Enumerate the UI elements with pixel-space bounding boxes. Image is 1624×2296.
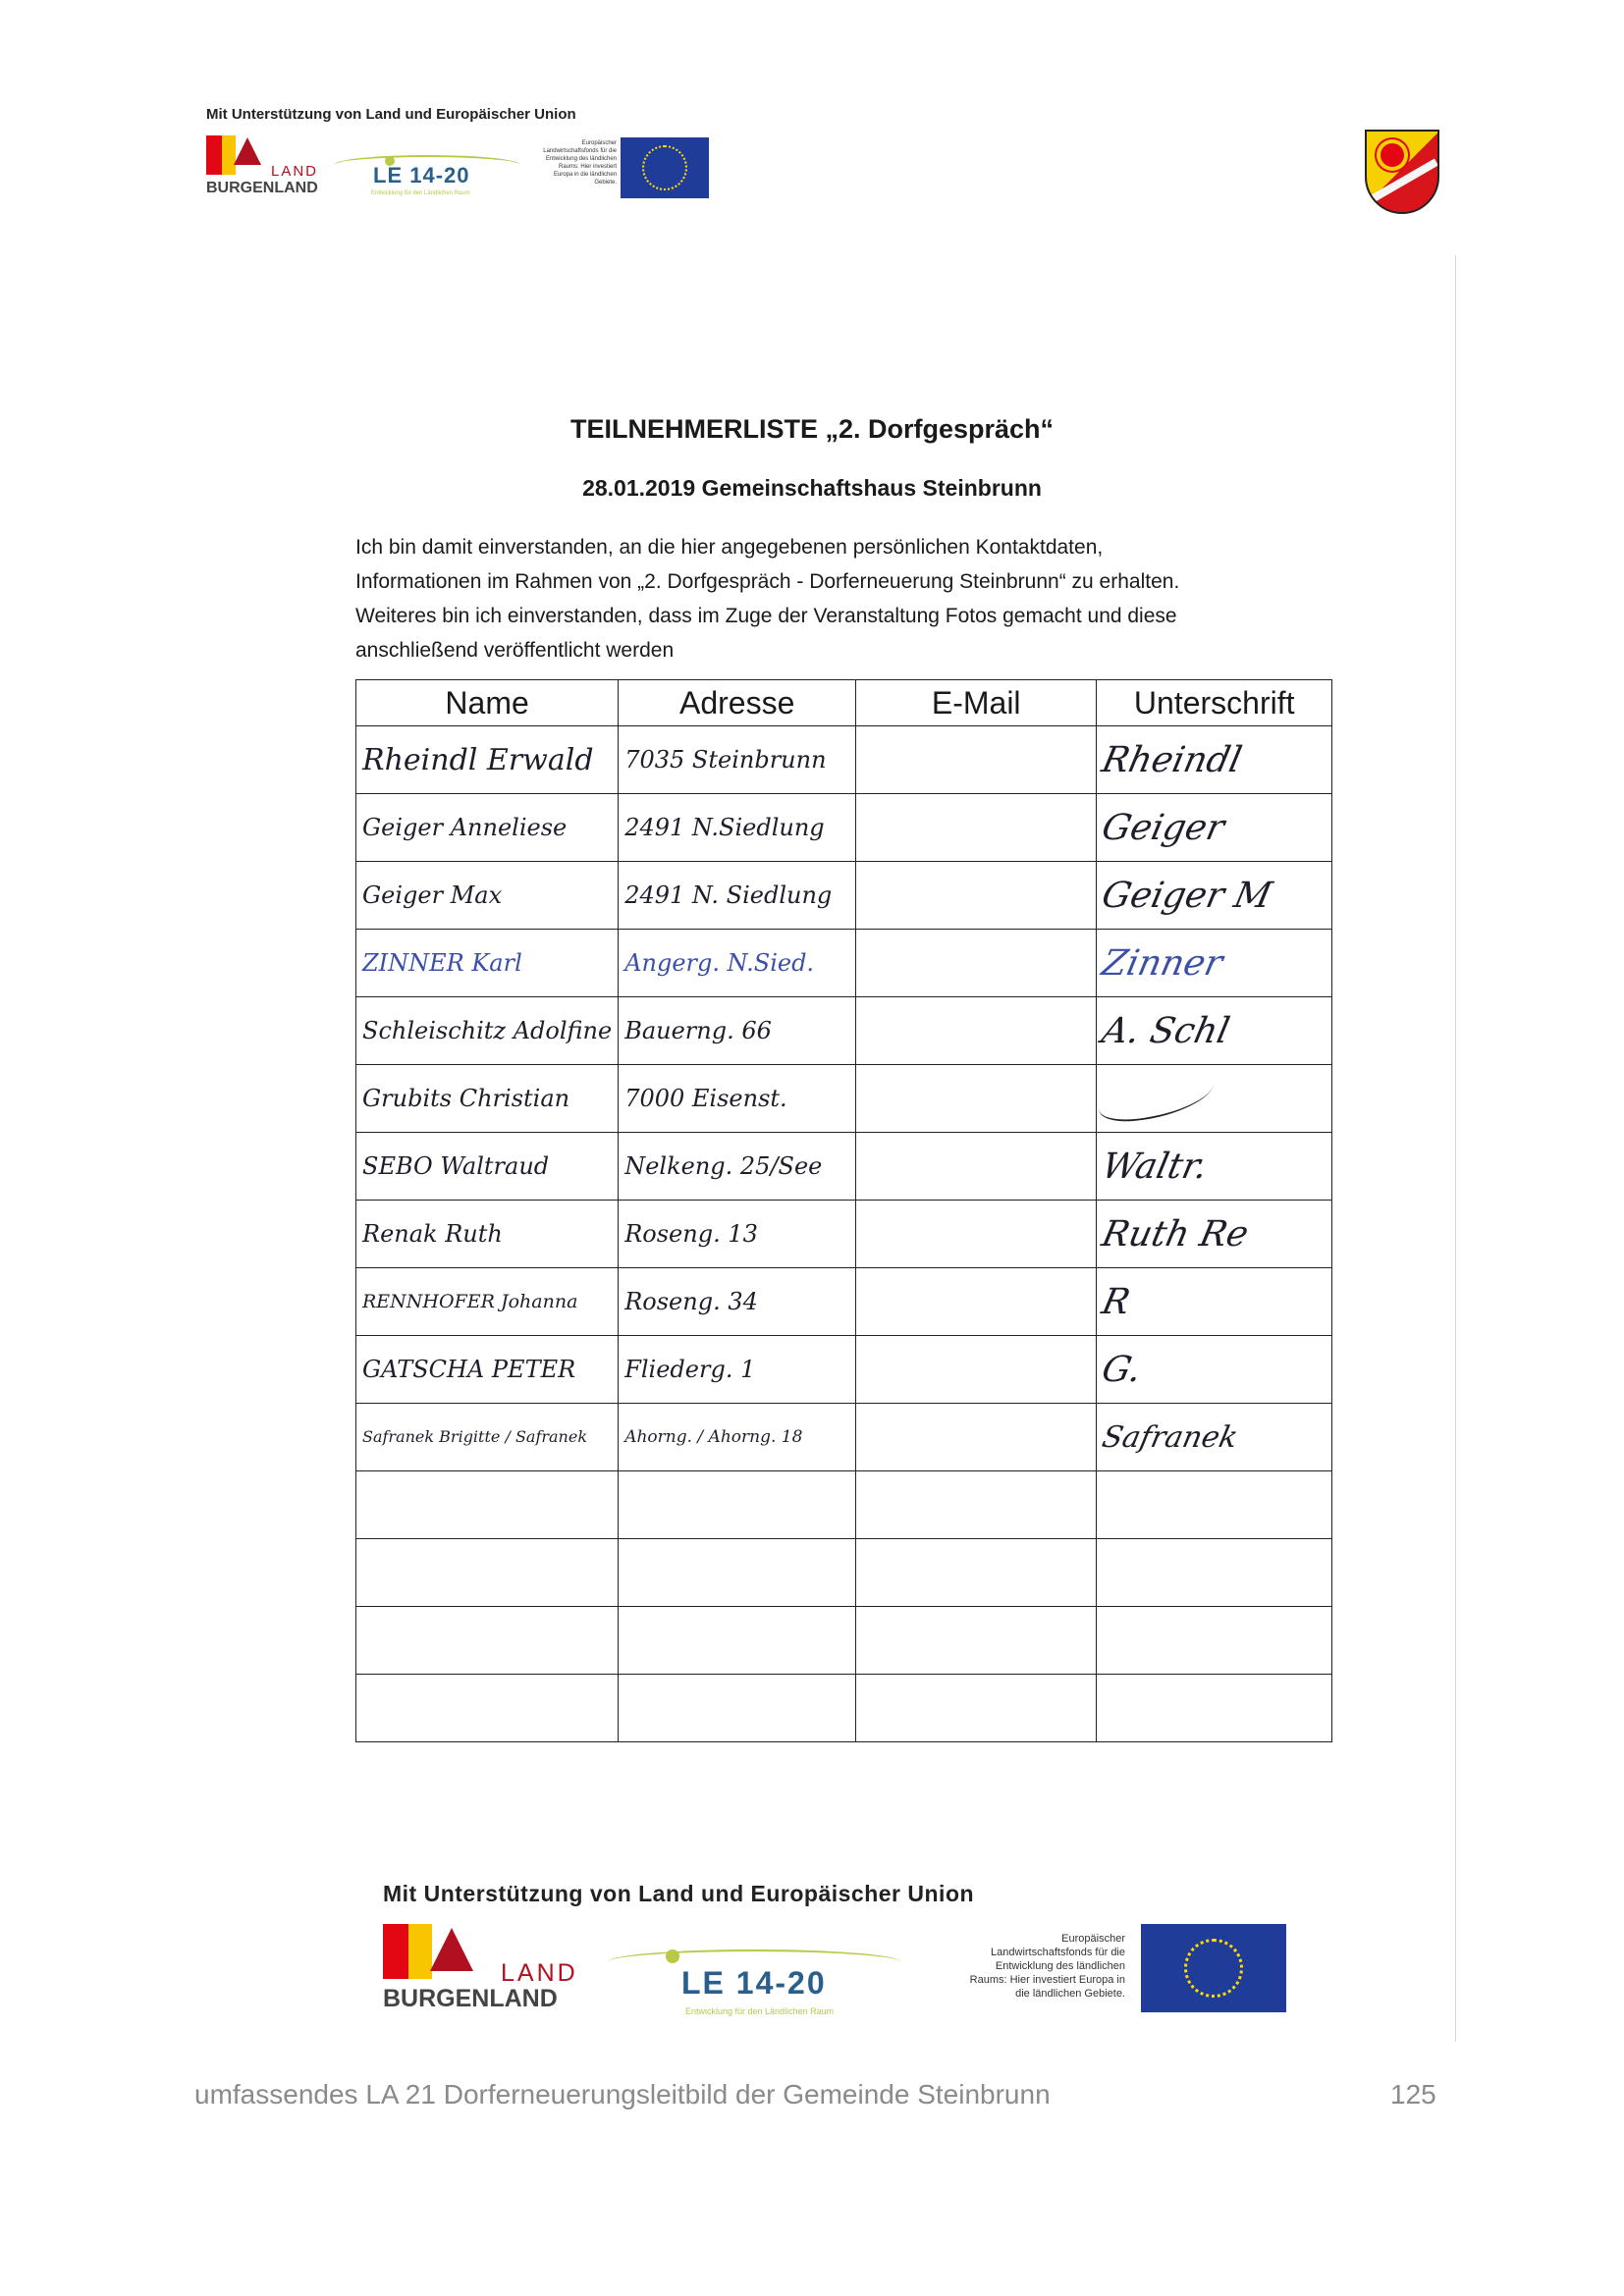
wave-icon	[1370, 159, 1438, 203]
table-row	[356, 1471, 1332, 1539]
cell-address	[619, 794, 856, 862]
cell-name	[356, 726, 619, 794]
header-support-text: Mit Unterstützung von Land und Europäischer Union	[206, 106, 576, 123]
table-row	[356, 1675, 1332, 1742]
table-header-row	[356, 680, 1332, 726]
le-logo-subtext: Entwicklung für den Ländlichen Raum	[685, 2006, 835, 2016]
cell-email	[856, 1133, 1097, 1201]
cell-email	[856, 1201, 1097, 1268]
cell-signature	[1097, 1201, 1332, 1268]
cell-name	[356, 1201, 619, 1268]
consent-line: Ich bin damit einverstanden, an die hier angegebenen persönlichen Kontaktdaten,	[355, 536, 1104, 559]
cell-email	[856, 997, 1097, 1065]
cell-name	[356, 1268, 619, 1336]
cell-signature	[1097, 1336, 1332, 1404]
handwritten-name: Schleischitz Adolfine	[362, 1017, 613, 1044]
table-row	[356, 1268, 1332, 1336]
handwritten-signature: Zinner	[1098, 942, 1226, 984]
handwritten-address: 7000 Eisenst.	[624, 1085, 787, 1112]
cell-email	[856, 794, 1097, 862]
column-header-name: Name	[356, 680, 619, 726]
handwritten-address: 7035 Steinbrunn	[624, 746, 827, 774]
cell-email	[856, 1336, 1097, 1404]
handwritten-address: Fliederg. 1	[624, 1356, 756, 1383]
cell-address	[619, 1201, 856, 1268]
logo-land-text: LAND	[271, 163, 319, 180]
handwritten-address: Ahorng. / Ahorng. 18	[624, 1427, 803, 1447]
coat-shield	[1365, 130, 1439, 214]
le-logo-text: LE 14-20	[373, 163, 470, 187]
cell-address	[619, 1268, 856, 1336]
eu-fund-text: Europäischer Landwirtschaftsfonds für die Entwicklung des ländlichen Raums: Hier investiert Europa in die ländlichen Gebiete.	[969, 1933, 1125, 2000]
table-row	[356, 930, 1332, 997]
signature-scribble-icon	[1097, 1066, 1218, 1126]
le-logo-text: LE 14-20	[681, 1965, 827, 2001]
burgenland-logo-large	[383, 1924, 589, 2014]
eagle-icon	[234, 137, 261, 165]
handwritten-signature: Safranek	[1099, 1419, 1241, 1455]
cell-email	[856, 1607, 1097, 1675]
cell-address	[619, 726, 856, 794]
cell-signature	[1097, 1539, 1332, 1607]
eu-stars-icon	[1184, 1939, 1243, 1998]
cell-address	[619, 1675, 856, 1742]
handwritten-name: Rheindl Erwald	[362, 742, 594, 777]
logo-burgenland-text: BURGENLAND	[206, 180, 318, 196]
cell-signature	[1097, 1133, 1332, 1201]
handwritten-name: ZINNER Karl	[362, 949, 522, 977]
handwritten-name: Renak Ruth	[362, 1220, 503, 1248]
cell-name	[356, 1133, 619, 1201]
cell-address	[619, 862, 856, 930]
cell-name	[356, 997, 619, 1065]
page-number: 125	[1390, 2079, 1436, 2109]
cell-signature	[1097, 997, 1332, 1065]
handwritten-name: RENNHOFER Johanna	[362, 1291, 578, 1312]
cell-signature	[1097, 726, 1332, 794]
cell-email	[856, 1675, 1097, 1742]
handwritten-name: Safranek Brigitte / Safranek	[362, 1427, 588, 1446]
le-14-20-logo	[334, 147, 530, 206]
cell-email	[856, 862, 1097, 930]
burgenland-flag-red	[383, 1924, 408, 1979]
cell-email	[856, 1065, 1097, 1133]
cell-email	[856, 726, 1097, 794]
document-subtitle: 28.01.2019 Gemeinschaftshaus Steinbrunn	[582, 475, 1042, 501]
handwritten-signature: Waltr.	[1098, 1146, 1212, 1187]
table-row	[356, 1065, 1332, 1133]
consent-statement	[355, 530, 1337, 667]
cell-name	[356, 794, 619, 862]
handwritten-address: 2491 N. Siedlung	[624, 881, 833, 909]
cell-signature	[1097, 1065, 1332, 1133]
cell-address	[619, 1539, 856, 1607]
handwritten-name: Geiger Max	[362, 881, 503, 909]
cell-address	[619, 1607, 856, 1675]
le-dot-icon	[666, 1949, 679, 1963]
eagle-icon	[430, 1928, 473, 1971]
table-row	[356, 726, 1332, 794]
logo-land-text: LAND	[501, 1959, 578, 1987]
column-header-signature: Unterschrift	[1097, 680, 1332, 726]
cell-address	[619, 1336, 856, 1404]
cell-name	[356, 1539, 619, 1607]
handwritten-signature: Ruth Re	[1098, 1213, 1253, 1255]
burgenland-logo	[206, 135, 324, 200]
handwritten-address: Roseng. 13	[624, 1220, 758, 1248]
handwritten-signature: R	[1098, 1281, 1134, 1322]
cell-signature	[1097, 930, 1332, 997]
handwritten-address: Angerg. N.Sied.	[624, 949, 815, 977]
eu-flag-icon	[1141, 1924, 1286, 2012]
consent-line: Informationen im Rahmen von „2. Dorfgespräch - Dorferneuerung Steinbrunn“ zu erhalten.	[355, 570, 1180, 593]
handwritten-name: Geiger Anneliese	[362, 814, 568, 841]
eu-fund-text: Europäischer Landwirtschaftsfonds für die Entwicklung des ländlichen Raums: Hier investiert Europa in die ländlichen Gebiete.	[543, 140, 617, 186]
handwritten-name: GATSCHA PETER	[362, 1356, 576, 1383]
cell-address	[619, 997, 856, 1065]
table-row	[356, 997, 1332, 1065]
table-row	[356, 1539, 1332, 1607]
table-row	[356, 1201, 1332, 1268]
eu-stars-icon	[642, 145, 687, 190]
cell-address	[619, 930, 856, 997]
cell-signature	[1097, 862, 1332, 930]
handwritten-name: SEBO Waltraud	[362, 1152, 550, 1180]
handwritten-signature: A. Schl	[1098, 1010, 1233, 1051]
handwritten-address: 2491 N.Siedlung	[624, 814, 825, 841]
column-header-address: Adresse	[619, 680, 856, 726]
table-row	[356, 1336, 1332, 1404]
table-row	[356, 1404, 1332, 1471]
sun-icon	[1380, 143, 1404, 167]
cell-email	[856, 1471, 1097, 1539]
cell-address	[619, 1471, 856, 1539]
handwritten-address: Bauerng. 66	[624, 1017, 772, 1044]
handwritten-signature: Geiger M	[1098, 875, 1276, 916]
cell-name	[356, 862, 619, 930]
cell-address	[619, 1404, 856, 1471]
handwritten-signature: Geiger	[1098, 807, 1228, 848]
cell-address	[619, 1065, 856, 1133]
column-header-email: E-Mail	[856, 680, 1097, 726]
consent-line: anschließend veröffentlicht werden	[355, 639, 675, 662]
cell-address	[619, 1133, 856, 1201]
cell-name	[356, 1607, 619, 1675]
cell-name	[356, 930, 619, 997]
cell-name	[356, 1336, 619, 1404]
cell-name	[356, 1065, 619, 1133]
steinbrunn-coat-of-arms-icon	[1365, 130, 1439, 214]
cell-email	[856, 1268, 1097, 1336]
table-row	[356, 862, 1332, 930]
cell-name	[356, 1471, 619, 1539]
logo-burgenland-text: BURGENLAND	[383, 1985, 558, 2012]
handwritten-signature: Rheindl	[1098, 739, 1246, 780]
cell-name	[356, 1675, 619, 1742]
cell-signature	[1097, 794, 1332, 862]
handwritten-address: Roseng. 34	[624, 1288, 758, 1315]
handwritten-name: Grubits Christian	[362, 1085, 570, 1112]
cell-signature	[1097, 1471, 1332, 1539]
page-margin-rule	[1455, 255, 1456, 2042]
table-row	[356, 1133, 1332, 1201]
participant-list	[355, 679, 1332, 1742]
footer-support-text: Mit Unterstützung von Land und Europäischer Union	[383, 1881, 975, 1906]
table-row	[356, 1607, 1332, 1675]
cell-email	[856, 1539, 1097, 1607]
handwritten-signature: G.	[1098, 1349, 1146, 1390]
le-14-20-logo-large	[607, 1940, 921, 2018]
page-footer-text: umfassendes LA 21 Dorferneuerungsleitbild der Gemeinde Steinbrunn	[194, 2079, 1051, 2109]
consent-line: Weiteres bin ich einverstanden, dass im Zuge der Veranstaltung Fotos gemacht und diese	[355, 605, 1177, 627]
cell-name	[356, 1404, 619, 1471]
cell-signature	[1097, 1268, 1332, 1336]
cell-signature	[1097, 1404, 1332, 1471]
eu-flag-icon	[621, 137, 709, 198]
cell-signature	[1097, 1675, 1332, 1742]
le-logo-subtext: Entwicklung für den Ländlichen Raum	[371, 190, 470, 196]
burgenland-flag-red	[206, 135, 222, 175]
document-title: TEILNEHMERLISTE „2. Dorfgespräch“	[569, 414, 1055, 444]
participant-table	[355, 679, 1332, 1742]
cell-email	[856, 1404, 1097, 1471]
cell-signature	[1097, 1607, 1332, 1675]
burgenland-flag-yellow	[408, 1924, 432, 1979]
handwritten-address: Nelkeng. 25/See	[624, 1152, 823, 1180]
table-row	[356, 794, 1332, 862]
cell-email	[856, 930, 1097, 997]
